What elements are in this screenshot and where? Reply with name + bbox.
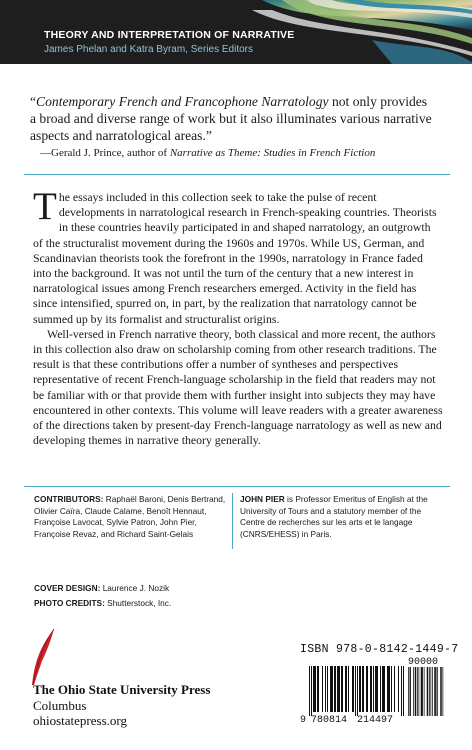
barcode-bar bbox=[401, 666, 402, 716]
barcode-bar bbox=[341, 666, 342, 712]
attribution-book: Narrative as Theme: Studies in French Fiction bbox=[169, 147, 376, 159]
author-name: JOHN PIER bbox=[240, 494, 285, 504]
barcode-bar bbox=[322, 666, 323, 712]
barcode-bar bbox=[317, 666, 318, 712]
barcode-bar bbox=[337, 666, 338, 712]
addon-bar bbox=[440, 667, 441, 716]
attribution-prefix: —Gerald J. Prince, author of bbox=[40, 147, 170, 159]
barcode-bar bbox=[382, 666, 383, 712]
series-title: THEORY AND INTERPRETATION OF NARRATIVE bbox=[44, 29, 295, 41]
quote-open-mark: “ bbox=[30, 94, 37, 109]
barcode-bar bbox=[311, 666, 312, 716]
barcode-bar bbox=[315, 666, 316, 712]
barcode-bar bbox=[389, 666, 390, 712]
publisher-url: ohiostatepress.org bbox=[33, 713, 127, 728]
addon-bar bbox=[443, 667, 444, 716]
quoted-book-title: Contemporary French and Francophone Narratology bbox=[36, 94, 329, 109]
description-body bbox=[33, 185, 443, 448]
barcode-bar bbox=[373, 666, 374, 712]
barcode-bar bbox=[309, 666, 310, 716]
barcode-bar bbox=[339, 666, 340, 712]
contributors-list: Raphaël Baroni, Denis Bertrand, Olivier Caïra, Claude Calame, Benoît Hennaut, Françoise Lavocat, Sylvie Patron, John Pier, Françoise Revaz, and Richard Saint-Gelais bbox=[34, 494, 226, 539]
barcode-bar bbox=[352, 666, 353, 712]
barcode-bar bbox=[387, 666, 388, 712]
publisher-name: The Ohio State University Press bbox=[33, 682, 211, 697]
paragraph-1-text: he essays included in this collection seek to take the pulse of recent developments in narratological research in French-speaking countries. Theorists in these countries heavily participated in and shaped narratology, an outgrowth of the structuralist movement during the 1960s and 1970s. While US, German, and Scandinavian theorists took the forefront in the 1990s, narratology in France faded into the background. It was not until the turn of the century that a new interest in narratological issues among French researchers emerged. Activity in the field has since intensified, spurred on, in part, by the realization that narratology cannot be summed up by its formalist and structuralist origins. bbox=[33, 190, 437, 326]
barcode-bar bbox=[357, 666, 358, 716]
addon-bar bbox=[436, 667, 437, 716]
barcode-bar bbox=[383, 666, 384, 712]
barcode-bar bbox=[371, 666, 372, 712]
barcode-bar bbox=[314, 666, 315, 712]
quote-text: not only provides a broad and diverse range of work but it also illuminates various narrative aspects and narratological areas.” bbox=[30, 94, 432, 143]
barcode-bar bbox=[318, 666, 319, 712]
addon-bar bbox=[413, 667, 414, 716]
barcode-bar bbox=[338, 666, 339, 712]
description-paragraph-2: Well-versed in French narrative theory, both classical and more recent, the authors in this collection also draw on scholarship coming from other research traditions. The result is that these contributions offer a number of syntheses and perspectives representative of recent French-language scholarship in the field that readers may not be familiar with or that provide them with further insight into subjects they may have encountered in other contexts. This volume will leave readers with a greater awareness of the directions taken by present-day French-language narratology as well as new and developing themes in narrative theory generally. bbox=[33, 326, 443, 448]
addon-bar bbox=[428, 667, 429, 716]
addon-bar bbox=[410, 667, 411, 716]
barcode-bar bbox=[360, 666, 361, 712]
price-code: 90000 bbox=[408, 657, 439, 668]
barcode-bar bbox=[346, 666, 347, 712]
addon-bar bbox=[429, 667, 430, 716]
barcode-bar bbox=[363, 666, 364, 712]
barcode-bar bbox=[367, 666, 368, 712]
barcode-bar bbox=[384, 666, 385, 712]
barcode-bar bbox=[342, 666, 343, 712]
quote-attribution bbox=[40, 147, 440, 159]
barcode-bar bbox=[394, 666, 395, 712]
drop-cap: T bbox=[33, 185, 57, 228]
barcode-digit-first: 9 bbox=[300, 715, 307, 724]
barcode-bar bbox=[391, 666, 392, 712]
divider-rule bbox=[24, 174, 450, 175]
addon-bar bbox=[421, 667, 422, 716]
barcode-bar bbox=[359, 666, 360, 712]
barcode-bar bbox=[376, 666, 377, 712]
addon-bar bbox=[415, 667, 416, 716]
barcode-bar bbox=[398, 666, 399, 712]
addon-bar bbox=[441, 667, 442, 716]
series-banner bbox=[0, 0, 472, 64]
contributors-block bbox=[34, 494, 229, 540]
addon-bar bbox=[416, 667, 417, 716]
barcode-bar bbox=[345, 666, 346, 712]
publisher-city: Columbus bbox=[33, 698, 87, 713]
series-editors: James Phelan and Katra Byram, Series Editors bbox=[44, 44, 253, 55]
addon-bar bbox=[434, 667, 435, 716]
barcode-bar bbox=[348, 666, 349, 712]
addon-bar bbox=[410, 667, 411, 716]
column-divider bbox=[232, 493, 233, 549]
addon-bar bbox=[422, 667, 423, 716]
barcode-bar bbox=[366, 666, 367, 712]
barcode-bar bbox=[332, 666, 333, 712]
photo-credit bbox=[34, 598, 171, 608]
barcode-bar bbox=[375, 666, 376, 712]
barcode-bar bbox=[377, 666, 378, 712]
author-bio-text: is Professor Emeritus of English at the University of Tours and a statutory member of the Centre de recherches sur les arts et le langage (CNRS/EHESS) in Paris. bbox=[240, 494, 428, 539]
addon-bar bbox=[432, 667, 433, 716]
barcode-bar bbox=[327, 666, 328, 712]
cover-design-credit bbox=[34, 583, 169, 593]
addon-bar bbox=[419, 667, 420, 716]
barcode-bar bbox=[325, 666, 326, 712]
cover-design-value: Laurence J. Nozik bbox=[100, 583, 170, 593]
addon-bar bbox=[427, 667, 428, 716]
barcode-bar bbox=[335, 666, 336, 712]
endorsement-quote bbox=[30, 93, 435, 144]
barcode-bar bbox=[313, 666, 314, 712]
addon-bar bbox=[408, 667, 409, 716]
isbn-label: ISBN 978-0-8142-1449-7 bbox=[300, 643, 459, 656]
barcode-digits-group-2: 214497 bbox=[357, 715, 394, 724]
cover-design-label: COVER DESIGN: bbox=[34, 583, 101, 593]
photo-credit-value: Shutterstock, Inc. bbox=[104, 598, 172, 608]
contributors-label: CONTRIBUTORS: bbox=[34, 494, 104, 504]
barcode-bar bbox=[355, 666, 356, 716]
addon-bar bbox=[431, 667, 432, 716]
barcode-bar bbox=[362, 666, 363, 712]
barcode-bar bbox=[330, 666, 331, 712]
photo-credit-label: PHOTO CREDITS: bbox=[34, 598, 105, 608]
barcode-digits-group-1: 780814 bbox=[311, 715, 348, 724]
barcode-bar bbox=[331, 666, 332, 712]
barcode-bar bbox=[370, 666, 371, 712]
barcode-icon bbox=[297, 656, 447, 724]
barcode-bar bbox=[388, 666, 389, 712]
addon-bar bbox=[435, 667, 436, 716]
barcode-bar bbox=[403, 666, 404, 716]
barcode-bar bbox=[334, 666, 335, 712]
divider-rule bbox=[24, 486, 450, 487]
addon-bar bbox=[437, 667, 438, 716]
addon-bar bbox=[424, 667, 425, 716]
description-paragraph-1 bbox=[33, 185, 443, 327]
addon-bar bbox=[417, 667, 418, 716]
author-bio bbox=[240, 494, 446, 540]
barcode-bar bbox=[353, 666, 354, 712]
quill-logo-icon bbox=[28, 627, 58, 687]
addon-bar bbox=[422, 667, 423, 716]
barcode-bar bbox=[380, 666, 381, 712]
